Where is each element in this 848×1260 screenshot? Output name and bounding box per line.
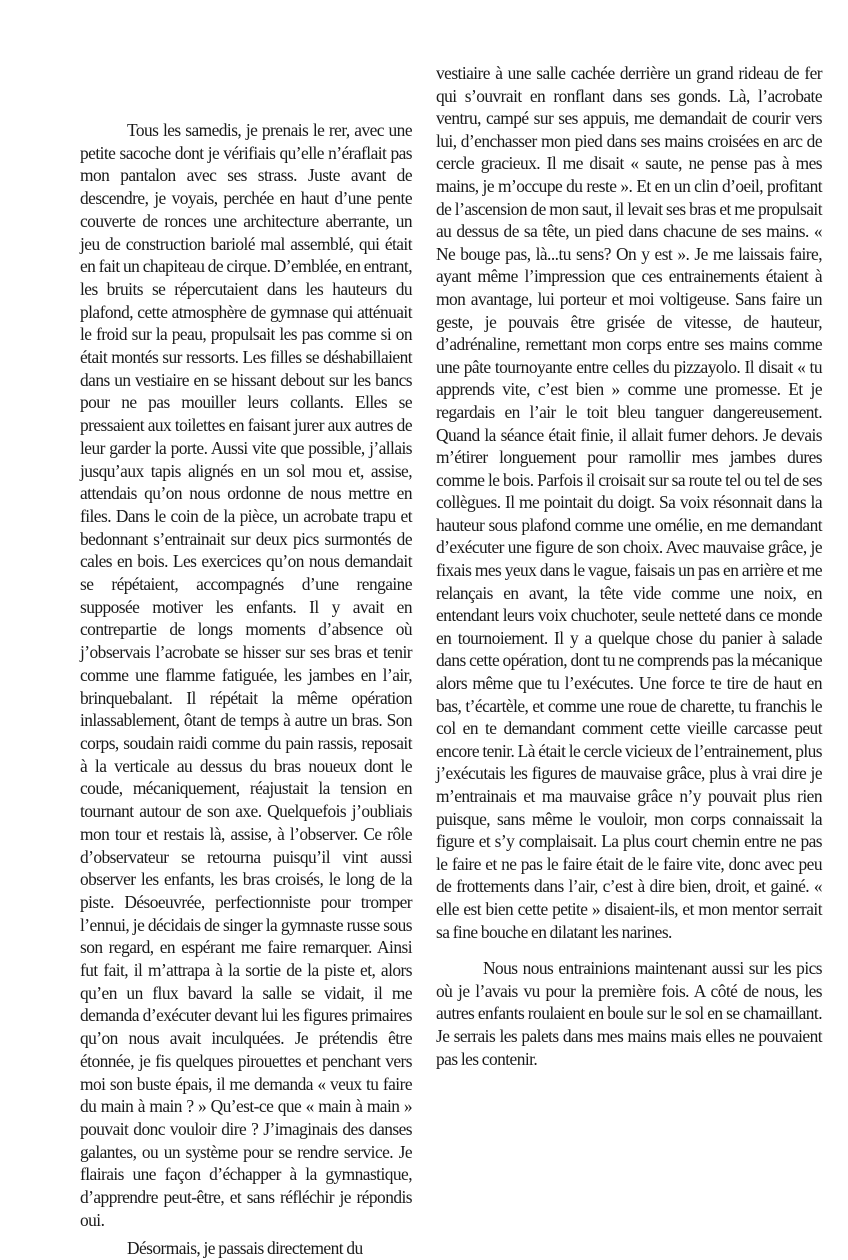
left-column [80,119,412,1260]
paragraph: Nous nous entrainions maintenant aussi sur les pics où je l’avais vu pour la première fois. A côté de nous, les autres enfants roulaient en boule sur le sol en se chamaillant. Je serrais les palets dans mes mains mais elles ne pouvaient pas les contenir. [436,958,822,1069]
paragraph: Désormais, je passais directement du [127,1238,363,1259]
paragraph: vestiaire à une salle cachée derrière un grand rideau de fer qui s’ouvrait en ronflant dans ses gonds. Là, l’acrobate ventru, campé sur ses appuis, me demandait de courir vers lui, d’enchasser mon pied dans ses mains croisées en arc de cercle gracieux. Il me disait « saute, ne pense pas à mes mains, je m’occupe du reste ». Et en un clin d’oeil, profitant de l’ascension de mon saut, il levait ses bras et me propulsait au dessus de sa tête, un pied dans chacune de ses mains. « Ne bouge pas, là...tu sens? On y est ». Je me laissais faire, ayant même l’impression que ces entrainements étaient à mon avantage, lui porteur et moi voltigeuse. Sans faire un geste, je pouvais être grisée de vitesse, de hauteur, d’adrénaline, remettant mon corps entre ses mains comme une pâte tournoyante entre celles du pizzayolo. Il disait « tu apprends vite, c’est bien » comme une promesse. Et je regardais en l’air le toit bleu tanguer dangereusement. Quand la séance était finie, il allait fumer dehors. Je devais m’étirer longuement pour ramollir mes jambes dures comme le bois. Parfois il croisait sur sa route tel ou tel de ses collègues. Il me pointait du doigt. Sa voix résonnait dans la hauteur sous plafond comme une omélie, en me demandant d’exécuter une figure de son choix. Avec mauvaise grâce, je fixais mes yeux dans le vague, faisais un pas en arrière et me relançais en avant, la tête vide comme une noix, en entendant leurs voix chuchoter, seule netteté dans ce monde en tournoiement. Il y a quelque chose du panier à salade dans cette opération, dont tu ne comprends pas la mécanique alors même que tu l’exécutes. Une force te tire de haut en bas, t’écartèle, et comme une roue de charette, tu franchis le col en te demandant comment cette vieille carcasse peut encore tenir. Là était le cercle vicieux de l’entrainement, plus j’exécutais les figures de mauvaise grâce, plus à vrai dire je m’entrainais et ma mauvaise grâce n’y pouvait plus rien puisque, sans même le vouloir, mon corps connaissait la figure et s’y complaisait. La plus court chemin entre ne pas le faire et ne pas le faire était de le faire vite, donc avec peu de frottements dans l’air, c’est à dire bien, droit, et gainé. « elle est bien cette petite » disaient-ils, et mon mentor serrait sa fine bouche en dilatant les narines. [436,63,822,942]
right-column [436,62,822,1070]
paragraph: Tous les samedis, je prenais le rer, avec une petite sacoche dont je vérifiais qu’elle n’éraflait pas mon pantalon avec ses strass. Juste avant de descendre, je voyais, perchée en haut d’une pente couverte de ronces une architecture aberrante, un jeu de construction bariolé mal assemblé, qui était en fait un chapiteau de cirque. D’emblée, en entrant, les bruits se répercutaient dans les hauteurs du plafond, cette atmosphère de gymnase qui atténuait le froid sur la peau, propulsait les pas comme si on était montés sur ressorts. Les filles se déshabillaient dans un vestiaire en se hissant debout sur les bancs pour ne pas mouiller leurs collants. Elles se pressaient aux toilettes en faisant jurer aux autres de leur garder la porte. Aussi vite que possible, j’allais jusqu’aux tapis alignés en un sol mou et, assise, attendais qu’on nous ordonne de nous mettre en files. Dans le coin de la pièce, un acrobate trapu et bedonnant s’entrainait sur deux pics surmontés de cales en bois. Les exercices qu’on nous demandait se répétaient, accompagnés d’une rengaine supposée motiver les enfants. Il y avait en contrepartie de longs moments d’absence où j’observais l’acrobate se hisser sur ses bras et tenir comme une flamme fatiguée, les jambes en l’air, brinquebalant. Il répétait la même opération inlassablement, ôtant de temps à autre un bras. Son corps, soudain raidi comme du pain rassis, reposait à la verticale au dessus du bras noueux dont le coude, mécaniquement, réajustait la tension en tournant autour de son axe. Quelquefois j’oubliais mon tour et restais là, assise, à l’observer. Ce rôle d’observateur se retourna puisqu’il vint aussi observer les enfants, les bras croisés, le long de la piste. Désoeuvrée, perfectionniste pour tromper l’ennui, je décidais de singer la gymnaste russe sous son regard, en espérant me faire remarquer. Ainsi fut fait, il m’attrapa à la sortie de la piste et, alors qu’en un flux bavard la salle se vidait, il me demanda d’exécuter devant lui les figures primaires qu’on nous avait inculquées. Je prétendis être étonnée, je fis quelques pirouettes et penchant vers moi son buste épais, il me demanda « veux tu faire du main à main ? » Qu’est-ce que « main à main » pouvait donc vouloir dire ? J’imaginais des danses galantes, ou un système pour se rendre service. Je flairais une façon d’échapper à la gymnastique, d’apprendre peut-être, et sans réfléchir je répondis oui. [80,120,412,1230]
